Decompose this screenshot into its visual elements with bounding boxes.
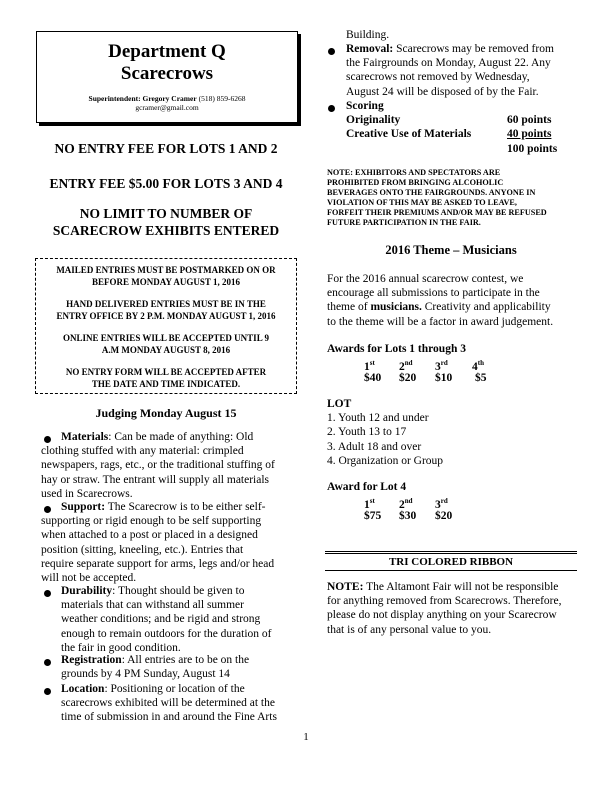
- materials-line: hay or straw. The entrant will supply all materials: [41, 473, 270, 486]
- scoring-total-row: [346, 142, 586, 156]
- theme-paragraph: [327, 272, 587, 329]
- awards-amounts: [327, 371, 587, 386]
- support-line: supporting or rigid enough to be self supporting: [41, 515, 262, 528]
- support-line: position (sitting, kneeling, etc.). Entries that: [41, 543, 244, 556]
- durability-paragraph: [61, 584, 301, 655]
- place-suffix: rd: [440, 497, 448, 506]
- lot-list: [327, 397, 587, 468]
- durability-line: the fair in good condition.: [61, 641, 181, 654]
- place-suffix: th: [477, 359, 484, 368]
- title-line-2: Scarecrows: [120, 63, 214, 84]
- final-note-label: NOTE:: [327, 581, 364, 593]
- place-suffix: st: [369, 497, 375, 506]
- scoring-label: Scoring: [346, 100, 384, 112]
- superintendent-phone: (518) 859-6268: [198, 94, 246, 103]
- final-note-line: please do not display anything on your Scarecrow: [327, 609, 557, 622]
- scoring-row: [346, 127, 586, 141]
- no-fee-notice: NO ENTRY FEE FOR LOTS 1 AND 2: [54, 141, 278, 156]
- theme-line: to the theme will be a factor in award judgement.: [327, 315, 554, 328]
- durability-line: enough to remain outdoors for the duration of: [61, 627, 272, 640]
- bullet-icon: [44, 659, 51, 666]
- place-suffix: st: [369, 359, 375, 368]
- bullet-icon: [44, 688, 51, 695]
- superintendent-info: [37, 94, 297, 112]
- lot-item: 4. Organization or Group: [327, 454, 444, 467]
- scoring-row: [346, 113, 586, 127]
- location-line: : Positioning or location of the: [104, 683, 245, 695]
- lot-item: 1. Youth 12 and under: [327, 412, 429, 425]
- award-amount: $20: [399, 372, 417, 385]
- materials-label: Materials: [61, 431, 109, 443]
- lot-item: 2. Youth 13 to 17: [327, 426, 407, 439]
- support-paragraph: [41, 500, 301, 585]
- final-note-line: for anything removed from Scarecrows. Therefore,: [327, 595, 562, 608]
- place-suffix: nd: [404, 359, 413, 368]
- place-number: 2: [399, 499, 405, 512]
- place-suffix: nd: [404, 497, 413, 506]
- final-note-line: that is of any personal value to you.: [327, 623, 492, 636]
- registration-paragraph: [61, 653, 301, 681]
- materials-line: clothing stuffed with any material: crimpled: [41, 445, 244, 458]
- award4-heading: Award for Lot 4: [327, 481, 407, 493]
- noform-line-2: THE DATE AND TIME INDICATED.: [91, 378, 241, 389]
- removal-line: scarecrows not removed by Wednesday,: [346, 71, 530, 84]
- theme-line: For the 2016 annual scarecrow contest, we: [327, 273, 524, 285]
- alcohol-note-line: FUTURE PARTICIPATION IN THE FAIR.: [327, 218, 481, 227]
- place-number: 3: [435, 499, 441, 512]
- durability-line: weather conditions; and be rigid and strong: [61, 613, 261, 626]
- noform-line-1: NO ENTRY FORM WILL BE ACCEPTED AFTER: [65, 367, 267, 377]
- no-limit-notice: [34, 205, 298, 239]
- award4-places: [327, 494, 587, 512]
- award-amount: $40: [364, 372, 382, 385]
- support-line: require separate support for arms, legs and/or head: [41, 557, 275, 570]
- place-number: 2: [399, 361, 405, 374]
- place-number: 3: [435, 361, 441, 374]
- scoring-points: 40 points: [507, 128, 552, 141]
- materials-line: used in Scarecrows.: [41, 487, 133, 500]
- alcohol-note-line: NOTE: EXHIBITORS AND SPECTATORS ARE: [327, 168, 501, 177]
- judging-heading: Judging Monday August 15: [95, 406, 237, 420]
- superintendent-email: gcramer@gmail.com: [135, 103, 199, 112]
- theme-line: theme of: [327, 301, 371, 314]
- final-note-line: The Altamont Fair will not be responsible: [363, 581, 559, 593]
- fee-notice: ENTRY FEE $5.00 FOR LOTS 3 AND 4: [49, 176, 283, 191]
- building-line: Building.: [346, 29, 390, 41]
- alcohol-note: [327, 168, 587, 228]
- alcohol-note-line: BEVERAGES ONTO THE FAIRGROUNDS. ANYONE IN: [327, 188, 536, 197]
- location-paragraph: [61, 682, 301, 725]
- no-limit-line-1: NO LIMIT TO NUMBER OF: [79, 206, 253, 221]
- removal-label: Removal:: [346, 43, 394, 55]
- alcohol-note-line: VIOLATION OF THIS MAY BE ASKED TO LEAVE,: [327, 198, 517, 207]
- bullet-icon: [328, 105, 335, 112]
- materials-paragraph: [41, 430, 301, 501]
- registration-line: : All entries are to be on the: [121, 654, 250, 666]
- theme-emphasis: musicians.: [370, 301, 422, 314]
- lot-item: 3. Adult 18 and over: [327, 440, 422, 453]
- award-amount: $20: [435, 510, 453, 523]
- theme-line: encourage all submissions to participate in the: [327, 287, 540, 300]
- title-box: [36, 31, 298, 123]
- scoring-criterion: Creative Use of Materials: [346, 128, 472, 141]
- theme-line: Creativity and applicability: [421, 301, 551, 314]
- tri-colored-ribbon: TRI COLORED RIBBON: [325, 551, 577, 571]
- removal-line: the Fairgrounds on Monday, August 22. Any: [346, 57, 551, 70]
- mailed-line-2: BEFORE MONDAY AUGUST 1, 2016: [92, 276, 240, 287]
- support-line: The Scarecrow is to be either self-: [105, 501, 266, 513]
- support-line: will not be accepted.: [41, 572, 137, 585]
- removal-line: August 24 will be disposed of by the Fair.: [346, 85, 539, 98]
- removal-line: Scarecrows may be removed from: [393, 43, 554, 55]
- lot-heading: LOT: [327, 398, 352, 410]
- place-number: 4: [472, 361, 478, 374]
- awards-places: [327, 356, 587, 374]
- registration-line: grounds by 4 PM Sunday, August 14: [61, 668, 230, 681]
- final-note: [327, 580, 589, 637]
- mailed-line-1: MAILED ENTRIES MUST BE POSTMARKED ON OR: [56, 265, 276, 275]
- location-line: scarecrows exhibited will be determined at the: [61, 697, 275, 710]
- award-lot-4: [327, 480, 587, 524]
- support-label: Support:: [61, 501, 106, 513]
- online-line-2: A.M MONDAY AUGUST 8, 2016: [101, 344, 231, 355]
- durability-line: materials that can withstand all summer: [61, 599, 244, 612]
- online-line-1: ONLINE ENTRIES WILL BE ACCEPTED UNTIL 9: [63, 333, 269, 343]
- title-line-1: Department Q: [108, 41, 226, 62]
- registration-label: Registration: [61, 654, 122, 666]
- award-amount: $10: [435, 372, 453, 385]
- alcohol-note-line: FORFEIT THEIR PREMIUMS AND/OR MAY BE REFUSED: [327, 208, 547, 217]
- no-limit-line-2: SCARECROW EXHIBITS ENTERED: [52, 223, 280, 238]
- award-amount: $75: [364, 510, 382, 523]
- award-amount: $5: [475, 372, 487, 385]
- award4-amounts: [327, 509, 587, 524]
- materials-line: newspapers, rags, etc., or the traditional stuffing of: [41, 459, 275, 472]
- location-label: Location: [61, 683, 105, 695]
- scoring-criterion: Originality: [346, 114, 401, 127]
- bullet-icon: [44, 590, 51, 597]
- support-line: when attached to a post or placed in a designed: [41, 529, 258, 542]
- awards-heading: Awards for Lots 1 through 3: [327, 343, 466, 355]
- deadlines-box: [35, 258, 297, 394]
- place-suffix: rd: [440, 359, 448, 368]
- location-line: time of submission in and around the Fine Arts: [61, 711, 277, 724]
- scoring-section: [346, 99, 586, 156]
- page-number: 1: [303, 731, 309, 743]
- hand-line-2: ENTRY OFFICE BY 2 P.M. MONDAY AUGUST 1, 2016: [56, 310, 276, 321]
- hand-line-1: HAND DELIVERED ENTRIES MUST BE IN THE: [66, 299, 266, 309]
- materials-line: : Can be made of anything: Old: [108, 431, 254, 443]
- place-number: 1: [364, 361, 370, 374]
- removal-paragraph: [346, 42, 586, 99]
- place-number: 1: [364, 499, 370, 512]
- scoring-points: 60 points: [507, 114, 552, 127]
- durability-label: Durability: [61, 585, 113, 597]
- award-amount: $30: [399, 510, 417, 523]
- scoring-total: 100 points: [507, 142, 558, 155]
- awards-lots-1-3: [327, 342, 587, 386]
- department-title: [37, 41, 297, 85]
- theme-heading: 2016 Theme – Musicians: [385, 243, 517, 257]
- durability-line: : Thought should be given to: [112, 585, 245, 597]
- bullet-icon: [328, 48, 335, 55]
- alcohol-note-line: PROHIBITED FROM BRINGING ALCOHOLIC: [327, 178, 504, 187]
- superintendent-name: Superintendent: Gregory Cramer: [88, 94, 197, 103]
